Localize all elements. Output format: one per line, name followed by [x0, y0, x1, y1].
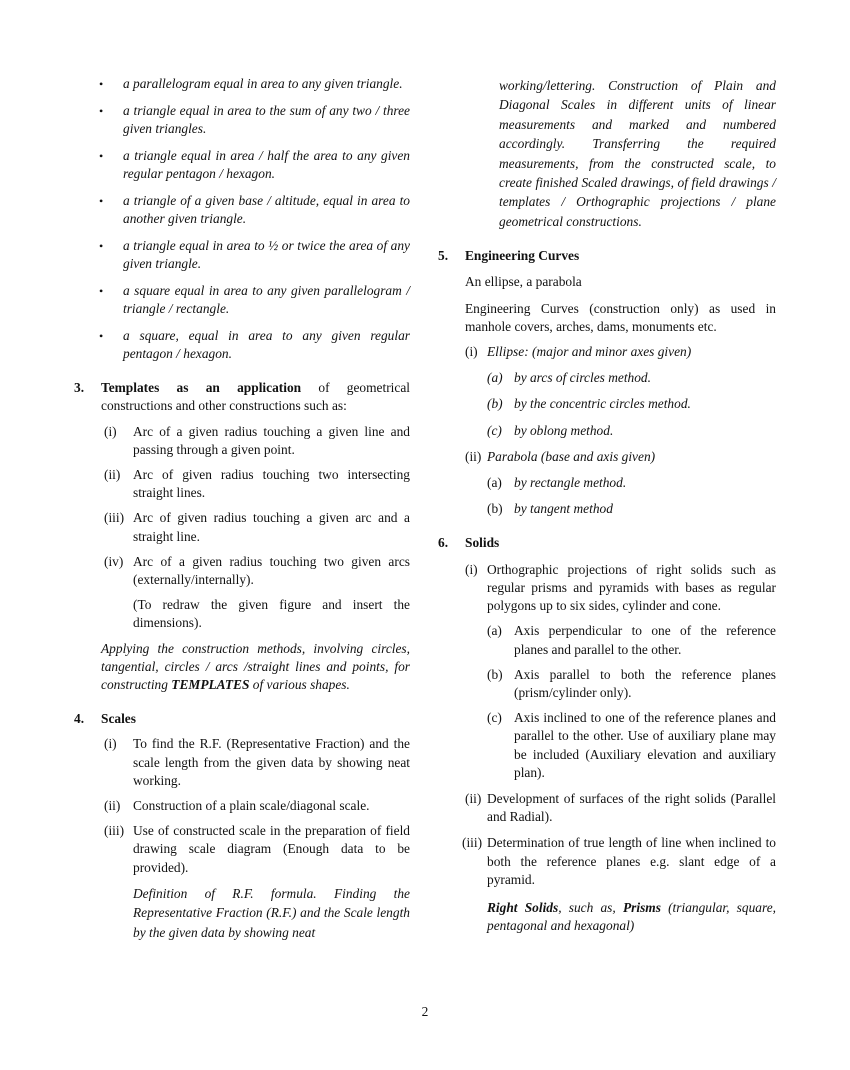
- bullet-icon: •: [99, 103, 104, 118]
- list-item: • a triangle equal in area to ½ or twice the area of any given triangle.: [99, 237, 410, 271]
- bullet-list: [72, 75, 410, 363]
- section-number: 3.: [74, 380, 85, 396]
- section-intro: Templates as an application of geometrical constructions and other constructions such as:: [101, 380, 410, 414]
- section-number: 5.: [438, 248, 449, 264]
- section-solids: [436, 534, 776, 935]
- left-column: [72, 75, 410, 942]
- list-item: (ii) Construction of a plain scale/diagonal scale.: [104, 798, 370, 814]
- bullet-icon: •: [99, 193, 104, 208]
- list-item: • a parallelogram equal in area to any given triangle.: [123, 75, 410, 93]
- list-item: (iii) Determination of true length of line when inclined to both the reference planes e.g. slant edge of a pyramid.: [462, 835, 776, 887]
- section-number: 4.: [74, 711, 85, 727]
- list-item: (iii) Arc of given radius touching a given arc and a straight line.: [104, 510, 410, 544]
- list-item: (i) Arc of a given radius touching a given line and passing through a given point.: [104, 423, 410, 457]
- list-item: (ii) Development of surfaces of the right solids (Parallel and Radial).: [465, 790, 776, 825]
- section-number: 6.: [438, 535, 449, 551]
- curves-line: An ellipse, a parabola: [465, 274, 582, 290]
- bullet-icon: •: [99, 283, 104, 298]
- list-item: (b) by tangent method: [487, 501, 613, 517]
- bullet-icon: •: [99, 148, 104, 163]
- bullet-icon: •: [99, 77, 104, 91]
- right-column: [436, 76, 776, 935]
- list-item: (i) Orthographic projections of right solids such as regular prisms and pyramids with bases as regular polygons up to six sides, cylinder and cone. (a) Axis perpendicular to one of the reference planes and parallel to the other. (b) Axis parallel to both the reference planes (prism/cylinder only). (c) Axis inclined to one of the reference planes and parallel to the other. Use of auxiliary plane may be included (Auxiliary elevation and auxiliary plan).: [462, 561, 776, 782]
- list-item: (iii) Use of constructed scale in the preparation of field drawing scale diagram (Enough data to be provided).: [104, 823, 410, 875]
- right-solids-paragraph: Right Solids, such as, Prisms (triangular, square, pentagonal and hexagonal): [487, 899, 776, 934]
- page-number: 2: [421, 1004, 429, 1019]
- list-item: • a triangle equal in area to the sum of any two / three given triangles.: [99, 102, 410, 136]
- section-title: Templates as an application: [101, 380, 302, 396]
- list-item: (b) Axis parallel to both the reference planes (prism/cylinder only).: [487, 666, 776, 700]
- continuation-paragraph: working/lettering. Construction of Plain and Diagonal Scales in different units of linear measurements and marked and numbered accordingly. Transferring the required measurements, from the constructed scale, to create finished Scaled drawings, of field drawings / templates / Orthographic projections / plane geometrical constructions.: [499, 78, 776, 229]
- definition-paragraph: Definition of R.F. formula. Finding the Representative Fraction (R.F.) and the Scale length by the given data by showing neat: [133, 885, 410, 940]
- section-engineering-curves: [436, 247, 776, 518]
- note: (To redraw the given figure and insert the dimensions).: [133, 597, 410, 631]
- section-scales: [72, 710, 410, 942]
- list-item: • a triangle of a given base / altitude, equal in area to another given triangle.: [99, 192, 410, 226]
- list-item: (iv) Arc of a given radius touching two given arcs (externally/internally).: [104, 553, 410, 588]
- section-title: Engineering Curves: [465, 248, 580, 264]
- section-title: Scales: [101, 711, 136, 727]
- list-item: (a) Axis perpendicular to one of the reference planes and parallel to the other.: [487, 623, 776, 657]
- list-item: (b) by the concentric circles method.: [487, 396, 691, 412]
- list-item: (c) by oblong method.: [487, 422, 614, 438]
- list-item: • a square equal in area to any given parallelogram / triangle / rectangle.: [99, 282, 410, 316]
- list-item: (a) by rectangle method.: [487, 475, 627, 491]
- applying-paragraph: Applying the construction methods, involving circles, tangential, circles / arcs /straight lines and points, for constructing TEMPLATES of various shapes.: [101, 640, 410, 693]
- list-item: (i) To find the R.F. (Representative Fraction) and the scale length from the given data by showing neat working.: [104, 736, 410, 788]
- list-item: (a) by arcs of circles method.: [487, 370, 651, 386]
- curves-description: Engineering Curves (construction only) as used in manhole covers, arches, dams, monuments etc.: [465, 300, 776, 334]
- list-item: • a square, equal in area to any given regular pentagon / hexagon.: [99, 327, 410, 361]
- list-item: • a triangle equal in area / half the area to any given regular pentagon / hexagon.: [99, 147, 410, 181]
- list-item: (ii) Arc of given radius touching two intersecting straight lines.: [104, 467, 410, 501]
- list-item: (i) Ellipse: (major and minor axes given) (a) by arcs of circles method. (b) by the concentric circles method. (c) by oblong method.: [462, 343, 776, 440]
- section-title: Solids: [465, 535, 500, 551]
- list-item: (ii) Parabola (base and axis given) (a) by rectangle method. (b) by tangent method: [462, 448, 776, 519]
- bullet-icon: •: [99, 238, 104, 253]
- list-item: (c) Axis inclined to one of the reference planes and parallel to the other. Use of auxiliary plane may be included (Auxiliary elevation and auxiliary plan).: [487, 710, 776, 780]
- section-templates: [72, 379, 410, 694]
- bullet-icon: •: [99, 328, 104, 343]
